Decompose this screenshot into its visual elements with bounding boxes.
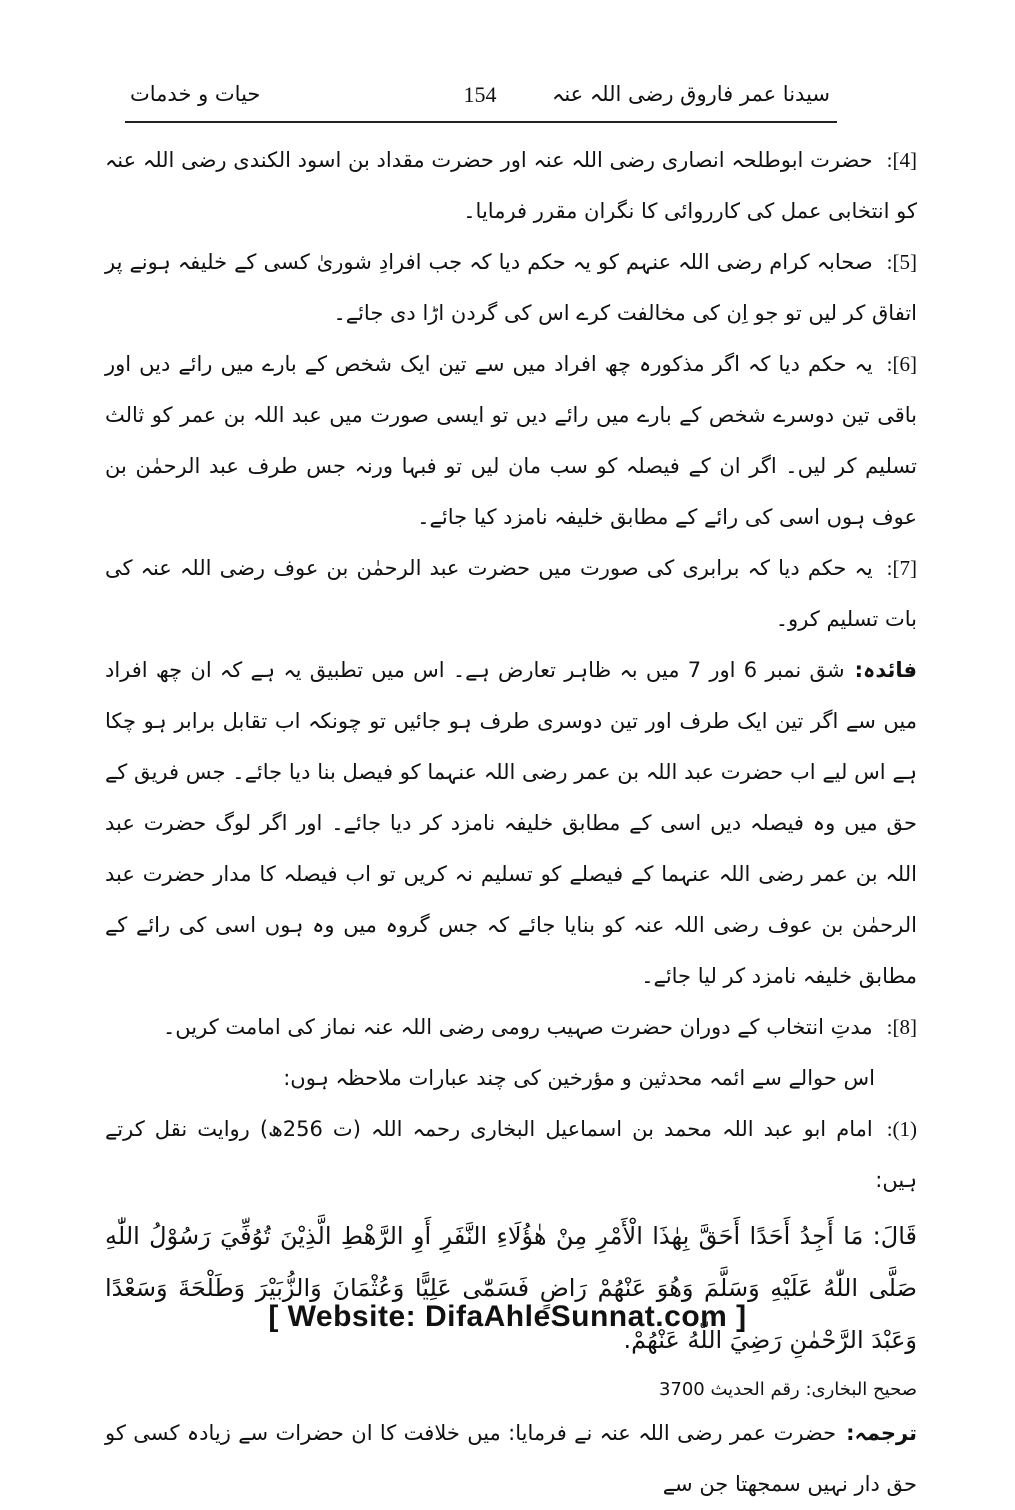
paragraph-text: یہ حکم دیا کہ اگر مذکورہ چھ افراد میں سے تین ایک شخص کے بارے میں رائے دیں اور باقی تین دوسرے شخص کے بارے میں رائے دیں تو ایسی صورت میں عبد اللہ بن عمر کو ثالث تسلیم کر لیں۔ اگر ان کے فیصلہ کو سب مان لیں تو فبہا ورنہ جس طرف عبد الرحمٰن بن عوف ہوں اسی کی رائے کے مطابق خلیفہ نامزد کیا جائے۔ (105, 352, 917, 529)
paragraph-text: مدتِ انتخاب کے دوران حضرت صہیب رومی رضی اللہ عنہ نماز کی امامت کریں۔ (163, 1015, 873, 1039)
arabic-hadith: قَالَ: مَا أَجِدُ أَحَدًا أَحَقَّ بِهٰذَا الْأَمْرِ مِنْ هٰؤُلَاءِ النَّفَرِ أَوِ الرَّهْطِ الَّذِيْنَ تُوُفِّيَ رَسُوْلُ اللّٰهِ صَلَّى اللّٰهُ عَلَيْهِ وَسَلَّمَ وَهُوَ عَنْهُمْ رَاضٍ فَسَمّٰى عَلِيًّا وَعُثْمَانَ وَالزُّبَيْرَ وَطَلْحَةَ وَسَعْدًا وَعَبْدَ الرَّحْمٰنِ رَضِيَ اللّٰهُ عَنْهُمْ. (105, 1222, 917, 1354)
paragraph-text: صحابہ کرام رضی اللہ عنہم کو یہ حکم دیا کہ جب افرادِ شوریٰ کسی کے خلیفہ ہونے پر اتفاق کر لیں تو جو اِن کی مخالفت کرے اس کی گردن اڑا دی جائے۔ (105, 250, 917, 325)
faida-paragraph (105, 645, 917, 1002)
paragraph-7 (105, 543, 917, 645)
citation-line (105, 1104, 917, 1206)
item-number: [8]: (886, 1015, 917, 1039)
page-header (130, 82, 830, 116)
paragraph-8 (105, 1002, 917, 1053)
paragraph-text: حضرت ابوطلحہ انصاری رضی اللہ عنہ اور حضرت مقداد بن اسود الکندی رضی اللہ عنہ کو انتخابی عمل کی کارروائی کا نگران مقرر فرمایا۔ (105, 148, 917, 223)
citation-number: (1): (886, 1117, 918, 1141)
item-number: [4]: (886, 148, 917, 172)
paragraph-5 (105, 237, 917, 339)
website-footer: [ Website: DifaAhleSunnat.com ] (268, 1300, 747, 1333)
item-number: [6]: (886, 352, 917, 376)
translation-label: ترجمہ: (846, 1421, 917, 1445)
book-title: سیدنا عمر فاروق رضی اللہ عنہ (552, 82, 830, 106)
citation-text: امام ابو عبد اللہ محمد بن اسماعیل البخاری رحمہ اللہ (ت 256ھ) روایت نقل کرتے ہیں: (105, 1117, 917, 1192)
faida-label: فائدہ: (854, 658, 917, 682)
translation-line (105, 1408, 917, 1510)
hadith-reference: صحیح البخاری: رقم الحدیث 3700 (658, 1379, 917, 1400)
item-number: [5]: (886, 250, 917, 274)
translation-text: حضرت عمر رضی اللہ عنہ نے فرمایا: میں خلافت کا ان حضرات سے زیادہ کسی کو حق دار نہیں سمجھتا جن سے (105, 1421, 917, 1496)
item-number: [7]: (886, 556, 917, 580)
faida-text: شق نمبر 6 اور 7 میں بہ ظاہر تعارض ہے۔ اس میں تطبیق یہ ہے کہ ان چھ افراد میں سے اگر تین ایک طرف اور تین دوسری طرف ہو جائیں تو چونکہ اب تقابل برابر ہو چکا ہے اس لیے اب حضرت عبد اللہ بن عمر رضی اللہ عنہما کو فیصل بنا دیا جائے۔ جس فریق کے حق میں وہ فیصلہ دیں اسی کے مطابق خلیفہ نامزد کر دیا جائے۔ اور اگر لوگ حضرت عبد اللہ بن عمر رضی اللہ عنہما کے فیصلے کو تسلیم نہ کریں تو اب فیصلہ کا مدار حضرت عبد الرحمٰن بن عوف رضی اللہ عنہ کو بنایا جائے کہ جس گروہ میں وہ ہوں اسی کی رائے کے مطابق خلیفہ نامزد کر لیا جائے۔ (105, 658, 917, 988)
intro-line: اس حوالے سے ائمہ محدثین و مؤرخین کی چند عبارات ملاحظہ ہوں: (283, 1066, 875, 1090)
paragraph-text: یہ حکم دیا کہ برابری کی صورت میں حضرت عبد الرحمٰن بن عوف رضی اللہ عنہ کی بات تسلیم کرو۔ (105, 556, 917, 631)
header-divider (125, 121, 837, 123)
page-number: 154 (463, 82, 497, 107)
paragraph-6 (105, 339, 917, 543)
paragraph-4 (105, 135, 917, 237)
chapter-title: حیات و خدمات (130, 82, 261, 106)
